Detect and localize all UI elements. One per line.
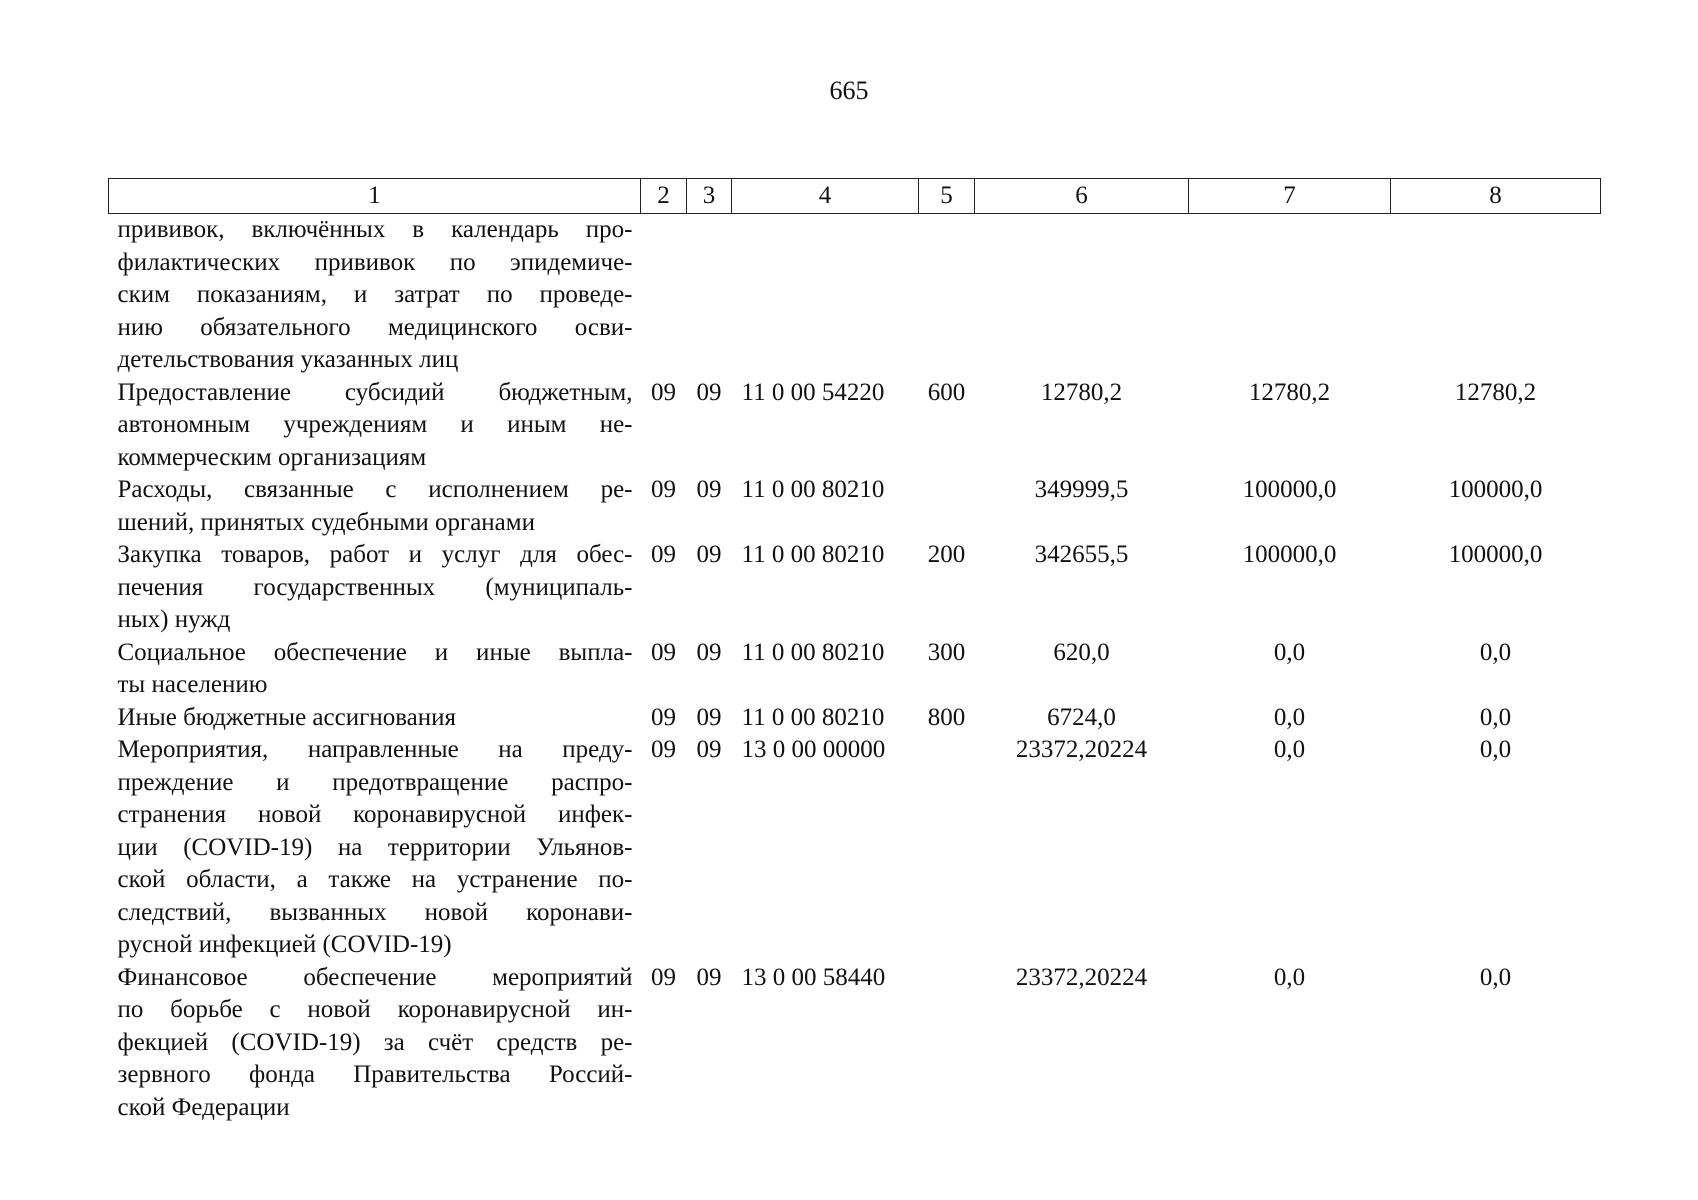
budget-table: [108, 178, 1601, 1124]
amount-col-7: 100000,0: [1242, 541, 1337, 568]
subsection-code: 09: [696, 963, 722, 991]
amount-col-7: 0,0: [1273, 638, 1306, 666]
row-description: [109, 637, 641, 702]
expense-type-code: [919, 474, 975, 539]
description-line: прививок, включённых в календарь про-: [117, 216, 633, 243]
expense-type-code: [919, 734, 975, 962]
description-line: шений, принятых судебными органами: [117, 508, 535, 536]
expense-type-code: [919, 214, 975, 377]
table-row: [109, 377, 1601, 475]
amount-col-6: 620,0: [1053, 638, 1110, 666]
amount-col-6: 23372,20224: [1015, 736, 1148, 763]
description-line: ской Федерации: [117, 1093, 290, 1121]
description-line: ции (COVID-19) на территории Ульянов-: [117, 833, 633, 861]
amount-col-6: [975, 214, 1189, 377]
row-description: [109, 702, 641, 735]
table-row: [109, 734, 1601, 962]
row-description: [109, 377, 641, 475]
subsection-code: 09: [696, 638, 722, 666]
amount-col-7: 0,0: [1273, 963, 1306, 991]
page-number: 665: [829, 76, 869, 105]
description-line: ской области, а также на устранение по-: [117, 866, 633, 893]
amount-col-8: 0,0: [1479, 638, 1512, 666]
description-line: преждение и предотвращение распро-: [117, 768, 633, 796]
target-article-code: 13 0 00 58440: [741, 963, 886, 991]
target-article-code: 11 0 00 80210: [741, 703, 885, 731]
row-description: [109, 962, 641, 1125]
description-line: Мероприятия, направленные на преду-: [117, 736, 633, 763]
subsection-code: 09: [696, 736, 722, 763]
description-line: Закупка товаров, работ и услуг для обес-: [117, 541, 633, 568]
amount-col-6: 349999,5: [1034, 476, 1129, 503]
row-description: [109, 539, 641, 637]
subsection-code: 09: [696, 476, 722, 503]
budget-table-container: [108, 178, 1600, 1124]
header-col-5: 5: [919, 179, 975, 214]
description-line: следствий, вызванных новой коронави-: [117, 898, 633, 926]
target-article-code: 11 0 00 80210: [741, 476, 885, 503]
description-line: детельствования указанных лиц: [117, 346, 459, 373]
table-row: [109, 962, 1601, 1125]
amount-col-8: 0,0: [1479, 736, 1512, 763]
subsection-code: 09: [696, 541, 722, 568]
row-description: [109, 474, 641, 539]
target-article-code: 11 0 00 80210: [741, 541, 885, 568]
table-row: [109, 474, 1601, 539]
amount-col-8: 12780,2: [1454, 378, 1537, 406]
description-line: Предоставление субсидий бюджетным,: [117, 378, 633, 406]
description-line: Расходы, связанные с исполнением ре-: [117, 476, 633, 503]
section-code: 09: [651, 638, 676, 666]
section-code: [641, 214, 687, 377]
table-row: [109, 637, 1601, 702]
amount-col-6: 23372,20224: [1015, 963, 1148, 991]
description-line: Социальное обеспечение и иные выпла-: [117, 638, 633, 666]
amount-col-8: 0,0: [1479, 703, 1512, 731]
row-description: [109, 734, 641, 962]
header-col-4: 4: [732, 179, 919, 214]
subsection-code: 09: [696, 703, 722, 731]
description-line: нию обязательного медицинского осви-: [117, 313, 633, 341]
target-article-code: 11 0 00 80210: [741, 638, 885, 666]
amount-col-6: 342655,5: [1034, 541, 1129, 568]
section-code: 09: [651, 378, 676, 406]
header-col-3: 3: [687, 179, 732, 214]
table-row: [109, 214, 1601, 377]
header-col-2: 2: [641, 179, 687, 214]
target-article-code: 11 0 00 54220: [741, 378, 885, 406]
description-line: ных) нужд: [117, 606, 231, 633]
amount-col-7: 100000,0: [1242, 476, 1337, 503]
description-line: Иные бюджетные ассигнования: [117, 703, 457, 731]
expense-type-code: 600: [927, 378, 966, 406]
subsection-code: [687, 214, 732, 377]
header-col-7: 7: [1189, 179, 1391, 214]
table-row: [109, 539, 1601, 637]
amount-col-7: 0,0: [1273, 736, 1306, 763]
amount-col-7: 12780,2: [1248, 378, 1331, 406]
description-line: русной инфекцией (COVID-19): [117, 931, 452, 958]
section-code: 09: [651, 736, 676, 763]
section-code: 09: [651, 541, 676, 568]
description-line: филактических прививок по эпидемиче-: [117, 248, 633, 276]
row-description: [109, 214, 641, 377]
description-line: ты населению: [117, 671, 268, 698]
expense-type-code: [919, 962, 975, 1125]
description-line: Финансовое обеспечение мероприятий: [117, 963, 633, 991]
amount-col-7: 0,0: [1273, 703, 1306, 731]
target-article-code: 13 0 00 00000: [741, 736, 886, 763]
description-line: автономным учреждениям и иным не-: [117, 411, 633, 438]
section-code: 09: [651, 963, 676, 991]
description-line: фекцией (COVID-19) за счёт средств ре-: [117, 1028, 633, 1056]
header-row: [109, 179, 1601, 214]
target-article-code: [732, 214, 919, 377]
amount-col-8: [1391, 214, 1601, 377]
subsection-code: 09: [696, 378, 722, 406]
section-code: 09: [651, 476, 676, 503]
table-body: [109, 214, 1601, 1125]
amount-col-8: 0,0: [1479, 963, 1512, 991]
description-line: зервного фонда Правительства Россий-: [117, 1061, 633, 1088]
header-col-1: 1: [109, 179, 641, 214]
table-header: [109, 179, 1601, 214]
header-col-8: 8: [1391, 179, 1601, 214]
amount-col-8: 100000,0: [1448, 476, 1543, 503]
amount-col-8: 100000,0: [1448, 541, 1543, 568]
description-line: печения государственных (муниципаль-: [117, 573, 633, 601]
description-line: по борьбе с новой коронавирусной ин-: [117, 996, 633, 1023]
expense-type-code: 800: [927, 703, 966, 731]
section-code: 09: [651, 703, 676, 731]
header-col-6: 6: [975, 179, 1189, 214]
amount-col-7: [1189, 214, 1391, 377]
amount-col-6: 6724,0: [1047, 703, 1116, 731]
expense-type-code: 300: [927, 638, 966, 666]
amount-col-6: 12780,2: [1040, 378, 1123, 406]
expense-type-code: 200: [927, 541, 966, 568]
table-row: [109, 702, 1601, 735]
description-line: коммерческим организациям: [117, 443, 427, 471]
description-line: странения новой коронавирусной инфек-: [117, 801, 633, 828]
description-line: ским показаниям, и затрат по проведе-: [117, 281, 633, 308]
